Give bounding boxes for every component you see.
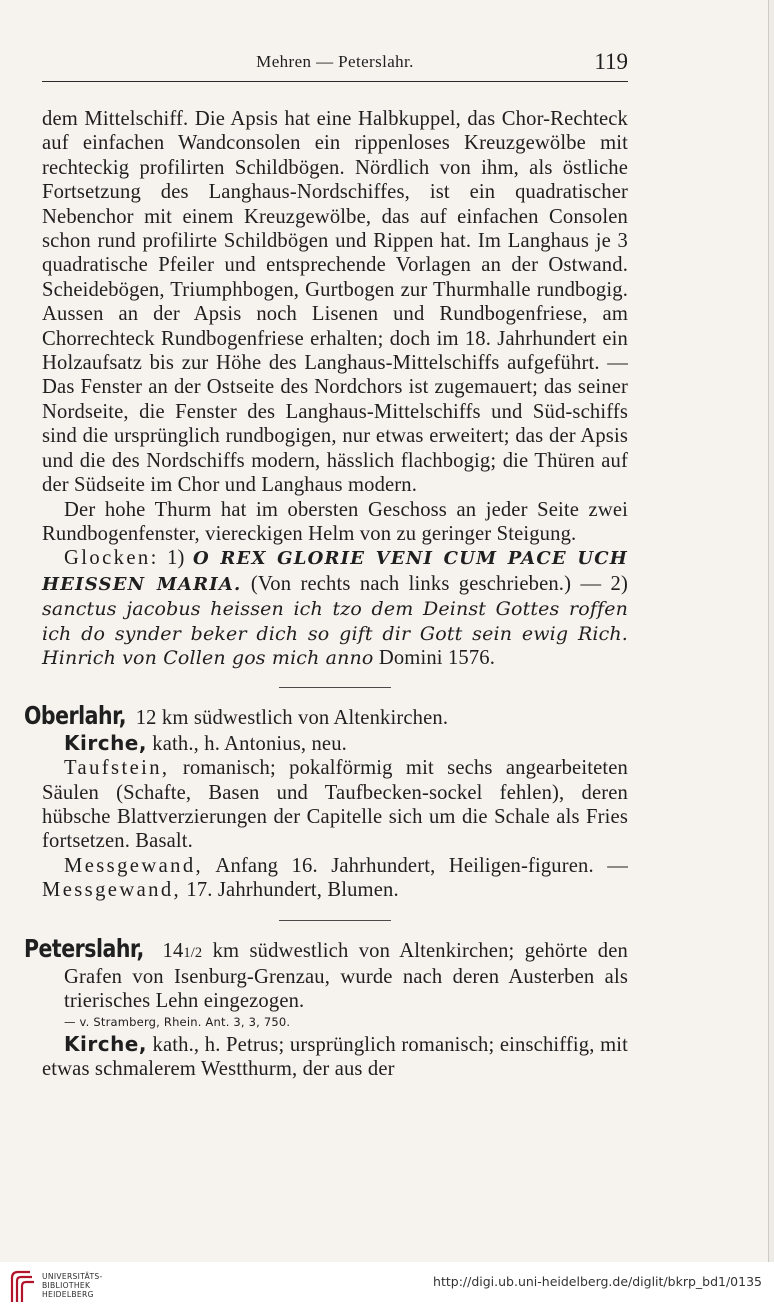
source-url-link[interactable]: http://digi.ub.uni-heidelberg.de/diglit/bkrp_bd1/0135 xyxy=(433,1274,762,1289)
peterslahr-footnote: — v. Stramberg, Rhein. Ant. 3, 3, 750. xyxy=(64,1014,291,1029)
taufstein-label: Taufstein, xyxy=(64,757,170,780)
library-name xyxy=(42,1272,103,1299)
kirche-text: kath., h. Petrus; ursprünglich romanisch; einschiffig, mit etwas schmalerem Westthurm, der aus der xyxy=(42,1033,628,1081)
bells-label: Glocken: xyxy=(64,547,159,570)
section-divider xyxy=(279,687,391,688)
paragraph-mehren-church: dem Mittelschiff. Die Apsis hat eine Halbkuppel, das Chor-Rechteck auf einfachen Wandconsolen ein rippenloses Kreuzgewölbe mit rechteckig profilirten Schildbögen. Nördlich von ihm, als östliche Fortsetzung des Langhaus-Nordschiffes, ist ein quadratischer Nebenchor mit einem Kreuzgewölbe, das auf einfachen Consolen schon rund profilirte Schildbögen und Rippen hat. Im Langhaus je 3 quadratische Pfeiler und entsprechende Vorlagen an der Ostwand. Scheidebögen, Triumphbogen, Gurtbogen zur Thurmhalle rundbogig. Aussen an der Apsis noch Lisenen und Rundbogenfriese, am Chorrechteck Rundbogenfriese erhalten; doch im 18. Jahrhundert ein Holzaufsatz bis zur Höhe des Langhaus-Mittelschiffs aufgeführt. — Das Fenster an der Ostseite des Nordchors ist zugemauert; das seiner Nordseite, die Fenster des Langhaus-Mittelschiffs und Süd-schiffs sind die ursprünglich rundbogigen, nur etwas erweitert; das der Apsis und die des Nordschiffs modern, hässlich flachbogig; die Thüren auf der Südseite im Chor und Langhaus modern. xyxy=(42,108,628,497)
messgewand-text-1: Anfang 16. Jahrhundert, Heiligen-figuren. — xyxy=(215,854,628,877)
paragraph-bells xyxy=(42,546,628,670)
oberlahr-taufstein xyxy=(42,756,628,854)
oberlahr-messgewand xyxy=(42,854,628,903)
messgewand-text-2: 17. Jahrhundert, Blumen. xyxy=(186,879,399,902)
library-name-line: BIBLIOTHEK xyxy=(42,1281,91,1290)
running-head xyxy=(42,47,628,82)
library-name-line: UNIVERSITÄTS- xyxy=(42,1272,103,1281)
paragraph-tower: Der hohe Thurm hat im obersten Geschoss an jeder Seite zwei Rundbogenfenster, viereckigen Helm von zu geringer Steigung. xyxy=(42,498,628,545)
peterslahr-km: 14 xyxy=(162,939,184,962)
taufstein-text: romanisch; pokalförmig mit sechs angearbeiteten Säulen (Schafte, Basen und Taufbecken-sockel fehlen), deren hübsche Blattverzierungen der Capitelle sich um die Schale als Fries fortsetzen. Basalt. xyxy=(42,757,628,853)
kirche-label: Kirche, xyxy=(64,1031,147,1056)
body-text xyxy=(23,107,628,1082)
place-name-peterslahr: Peterslahr, xyxy=(23,933,144,963)
digitization-footer xyxy=(0,1262,774,1314)
library-name-line: HEIDELBERG xyxy=(42,1290,94,1299)
bell-date: Domini 1576. xyxy=(378,646,496,669)
entry-peterslahr xyxy=(23,933,628,1014)
entry-oberlahr xyxy=(23,701,628,731)
library-logo-icon xyxy=(8,1268,36,1304)
peterslahr-km-fraction: 1/2 xyxy=(183,944,203,961)
bell-inscription-1: O REX GLORIE VENI CUM PACE UCH HEISSEN MARIA. xyxy=(42,548,628,595)
kirche-label: Kirche, xyxy=(64,730,147,755)
running-title: Mehren — Peterslahr. xyxy=(256,52,414,71)
messgewand-label-2: Messgewand, xyxy=(42,879,182,902)
bell-number-2: 2) xyxy=(610,572,628,595)
bell-inscription-2: sanctus jacobus heissen ich tzo dem Deinst Gottes roffen ich do synder beker dich so gift dir Gott sein ewig Rich. Hinrich von Collen gos mich anno xyxy=(42,598,628,669)
page-number: 119 xyxy=(594,49,628,74)
messgewand-label-1: Messgewand, xyxy=(64,854,204,877)
kirche-text: kath., h. Antonius, neu. xyxy=(152,732,347,755)
place-name-oberlahr: Oberlahr, xyxy=(23,701,126,731)
oberlahr-location: 12 km südwestlich von Altenkirchen. xyxy=(135,707,449,730)
peterslahr-kirche xyxy=(42,1032,628,1082)
peterslahr-location: km südwestlich von Altenkirchen; gehörte den Grafen von Isenburg-Grenzau, wurde nach deren Austerben als trierisches Lehn eingezogen. xyxy=(64,939,628,1013)
bell-note-1: (Von rechts nach links geschrieben.) — xyxy=(250,572,602,595)
bell-number-1: 1) xyxy=(167,547,185,570)
oberlahr-kirche xyxy=(42,731,628,756)
section-divider xyxy=(279,920,391,921)
